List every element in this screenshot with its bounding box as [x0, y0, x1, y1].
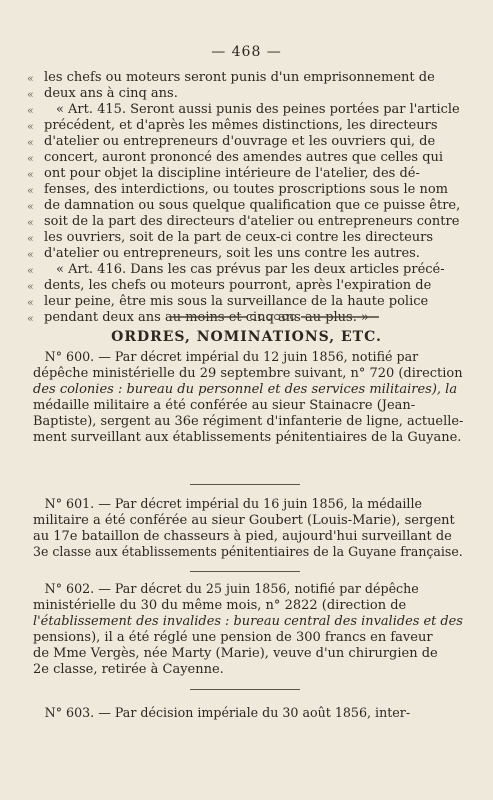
quoted-line: d'atelier ou entrepreneurs, soit les uns contre les autres.: [44, 246, 420, 261]
quoted-line: de damnation ou sous quelque qualification que ce puisse être,: [44, 198, 461, 213]
quote-mark: «: [27, 248, 34, 261]
entry-600: [33, 350, 463, 446]
entry-line: l'établissement des invalides : bureau central des invalides et des: [33, 614, 463, 629]
section-heading: ORDRES, NOMINATIONS, ETC.: [111, 329, 382, 345]
quote-mark: «: [27, 88, 34, 101]
entry-line: de Mme Vergès, née Marty (Marie), veuve d'un chirurgien de: [33, 646, 438, 661]
quote-mark: «: [27, 168, 34, 181]
quoted-line: d'atelier ou entrepreneurs d'ouvrage et les ouvriers qui, de: [44, 134, 436, 149]
quoted-line: « Art. 415. Seront aussi punis des peines portées par l'article: [56, 102, 460, 117]
quote-mark: «: [27, 296, 34, 309]
separator-rule: [190, 484, 300, 485]
entry-line: ministérielle du 30 du même mois, n° 2822 (direction de: [33, 598, 407, 613]
ornament-divider: [169, 312, 379, 322]
entry-line: 2e classe, retirée à Cayenne.: [33, 662, 224, 677]
quoted-line: soit de la part des directeurs d'atelier ou entrepreneurs contre: [44, 214, 460, 229]
entry-line: pensions), il a été réglé une pension de 300 francs en faveur: [33, 630, 433, 645]
quote-mark: «: [27, 120, 34, 133]
quoted-line: les ouvriers, soit de la part de ceux-ci contre les directeurs: [44, 230, 434, 245]
quoted-line: dents, les chefs ou moteurs pourront, après l'expiration de: [44, 278, 432, 293]
quoted-line: pendant deux ans au moins et cinq ans au plus. »: [44, 310, 369, 325]
entry-line: médaille militaire a été conférée au sieur Stainacre (Jean-: [33, 398, 416, 413]
page-number: — 468 —: [211, 44, 282, 60]
entry-601: [33, 497, 463, 561]
entry-602: [33, 582, 463, 678]
quote-mark: «: [27, 72, 34, 85]
quoted-line: « Art. 416. Dans les cas prévus par les deux articles précé-: [56, 262, 445, 277]
entry-line: N° 602. — Par décret du 25 juin 1856, notifié par dépêche: [44, 582, 419, 597]
quote-mark: «: [27, 136, 34, 149]
quote-mark: «: [27, 280, 34, 293]
quoted-line: ont pour objet la discipline intérieure de l'atelier, des dé-: [44, 166, 420, 181]
entry-line: au 17e bataillon de chasseurs à pied, aujourd'hui surveillant de: [33, 529, 452, 544]
quote-mark: «: [27, 184, 34, 197]
quote-mark: «: [27, 200, 34, 213]
quote-mark: «: [27, 152, 34, 165]
separator-rule: [190, 571, 300, 572]
quote-mark: «: [27, 232, 34, 245]
entry-line: militaire a été conférée au sieur Goubert (Louis-Marie), sergent: [33, 513, 455, 528]
quoted-line: précédent, et d'après les mêmes distinctions, les directeurs: [44, 118, 438, 133]
quote-mark: «: [27, 216, 34, 229]
separator-rule: [190, 689, 300, 690]
entry-line: Baptiste), sergent au 36e régiment d'infanterie de ligne, actuelle-: [33, 414, 464, 429]
entry-line: N° 603. — Par décision impériale du 30 août 1856, inter-: [44, 706, 411, 721]
quoted-line: les chefs ou moteurs seront punis d'un emprisonnement de: [44, 70, 435, 85]
quote-mark: «: [27, 264, 34, 277]
entry-603: [33, 706, 463, 722]
quote-mark: «: [27, 312, 34, 325]
entry-line: N° 600. — Par décret impérial du 12 juin 1856, notifié par: [44, 350, 419, 365]
entry-line: 3e classe aux établissements pénitentiaires de la Guyane française.: [33, 545, 463, 560]
entry-line: ment surveillant aux établissements pénitentiaires de la Guyane.: [33, 430, 462, 445]
entry-line: N° 601. — Par décret impérial du 16 juin 1856, la médaille: [44, 497, 423, 512]
quote-mark: «: [27, 104, 34, 117]
entry-line: des colonies : bureau du personnel et des services militaires), la: [33, 382, 458, 397]
quoted-line: deux ans à cinq ans.: [44, 86, 178, 101]
entry-line: dépêche ministérielle du 29 septembre suivant, n° 720 (direction: [33, 366, 463, 381]
quoted-line: concert, auront prononcé des amendes autres que celles qui: [44, 150, 444, 165]
quoted-line: leur peine, être mis sous la surveillance de la haute police: [44, 294, 429, 309]
quoted-line: fenses, des interdictions, ou toutes proscriptions sous le nom: [44, 182, 448, 197]
